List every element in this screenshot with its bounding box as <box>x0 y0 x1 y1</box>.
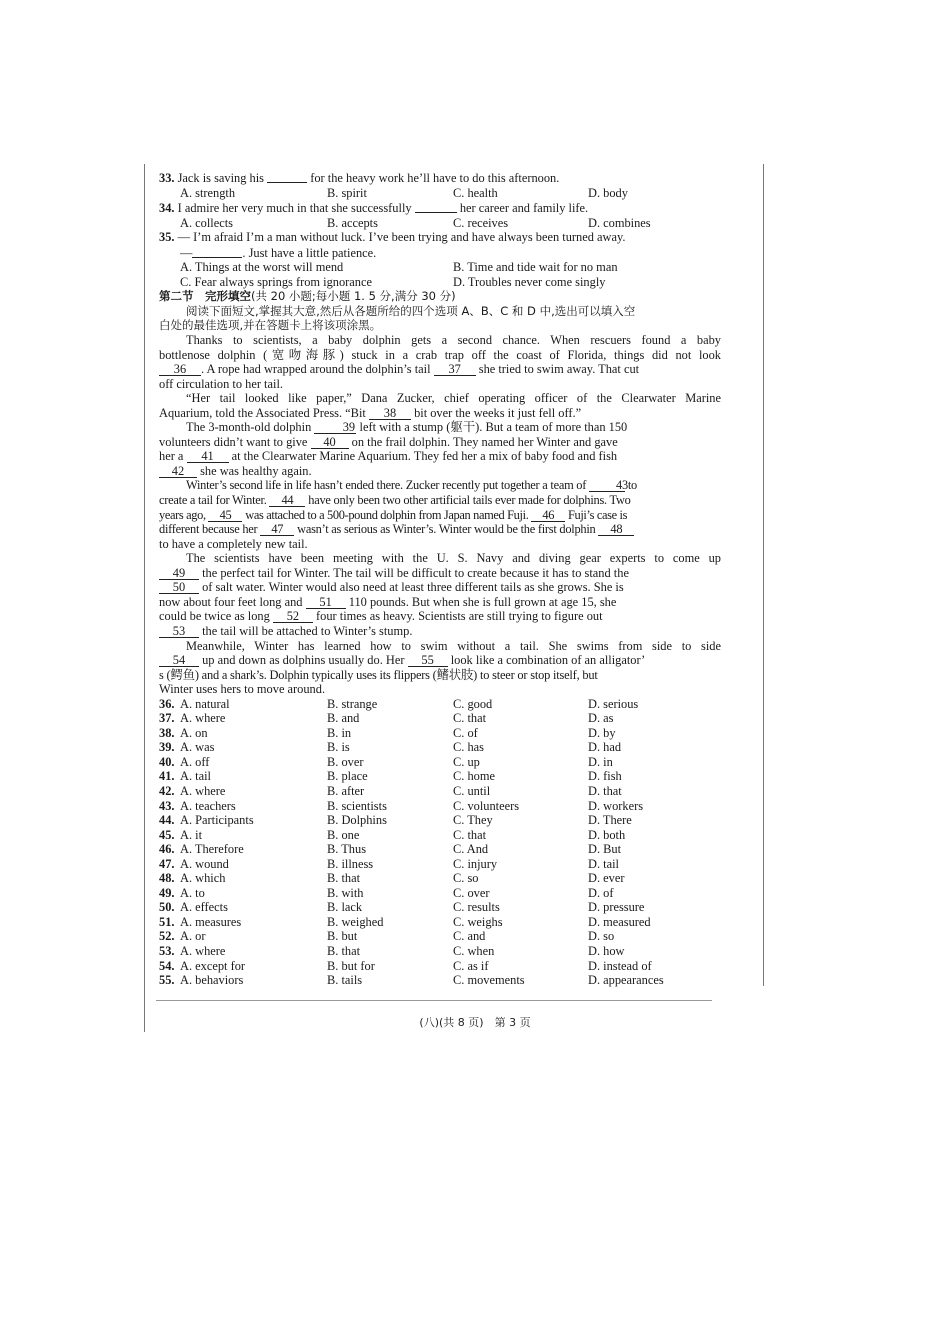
passage-line <box>159 624 721 639</box>
passage-text: to <box>627 478 637 493</box>
passage-line <box>159 362 721 377</box>
question-number: 49. <box>159 885 175 900</box>
answer-row <box>159 973 721 988</box>
option-a: A. where <box>180 783 226 798</box>
right-border-line <box>763 164 764 986</box>
question-number: 52. <box>159 929 175 944</box>
answer-options-list <box>159 697 721 988</box>
footer-divider <box>156 1000 712 1001</box>
option-d: D. had <box>588 740 622 755</box>
question-33 <box>159 170 721 186</box>
passage-text: volunteers didn’t want to give <box>159 434 308 449</box>
option-a: A. effects <box>180 900 228 915</box>
option-b: B. illness <box>327 856 374 871</box>
passage-line: bottlenose dolphin (宽吻海豚) stuck in a crab trap off the coast of Florida, things did not look <box>159 347 721 362</box>
answer-row <box>159 915 721 930</box>
passage-text: The 3-month-old dolphin <box>186 420 312 435</box>
option-c: C. Fear always springs from ignorance <box>180 274 373 289</box>
option-c: C. health <box>453 185 498 200</box>
answer-row <box>159 886 721 901</box>
option-d: D. fish <box>588 769 622 784</box>
blank-51: 51 <box>306 596 346 609</box>
question-text: — <box>180 245 193 260</box>
option-a: A. where <box>180 711 226 726</box>
passage-text: the perfect tail for Winter. The tail will be difficult to create because it has to stand the <box>202 565 629 580</box>
option-c: C. results <box>453 900 500 915</box>
option-a: A. teachers <box>180 798 236 813</box>
question-number: 41. <box>159 769 175 784</box>
passage-text: her a <box>159 449 184 464</box>
option-a: A. or <box>180 929 206 944</box>
option-b: B. is <box>327 740 350 755</box>
passage-text: years ago, <box>159 507 206 522</box>
question-number: 53. <box>159 943 175 958</box>
question-number: 50. <box>159 900 175 915</box>
passage-text: she was healthy again. <box>200 463 312 478</box>
question-number: 33. <box>159 171 175 185</box>
option-c: C. until <box>453 783 491 798</box>
option-a: A. wound <box>180 856 229 871</box>
blank-46: 46 <box>531 509 565 522</box>
answer-row <box>159 726 721 741</box>
option-d: D. There <box>588 813 632 828</box>
option-b: B. Dolphins <box>327 813 387 828</box>
question-35 <box>159 230 721 245</box>
option-a: A. on <box>180 725 208 740</box>
option-c: C. volunteers <box>453 798 520 813</box>
option-d: D. instead of <box>588 958 652 973</box>
option-b: B. but for <box>327 958 375 973</box>
passage-line <box>159 420 721 435</box>
blank-43: 43 <box>589 479 625 492</box>
answer-row <box>159 959 721 974</box>
option-d: D. appearances <box>588 973 664 988</box>
section-heading <box>159 289 721 304</box>
question-text: — I’m afraid I’m a man without luck. I’ve been trying and have always been turned away. <box>177 230 626 245</box>
passage-line <box>159 493 721 508</box>
option-c: C. and <box>453 929 486 944</box>
option-c: C. They <box>453 813 493 828</box>
option-b: B. after <box>327 783 365 798</box>
option-a: A. collects <box>180 215 233 230</box>
option-d: D. how <box>588 943 625 958</box>
option-c: C. home <box>453 769 495 784</box>
option-b: B. scientists <box>327 798 387 813</box>
passage-text: she tried to swim away. That cut <box>478 362 640 377</box>
option-d: D. pressure <box>588 900 645 915</box>
option-a: A. was <box>180 740 215 755</box>
option-b: B. Time and tide wait for no man <box>453 260 618 275</box>
blank-48: 48 <box>598 523 634 536</box>
passage-line: off circulation to her tail. <box>159 376 283 391</box>
blank-44: 44 <box>269 494 305 507</box>
option-d: D. in <box>588 754 613 769</box>
question-number: 44. <box>159 813 175 828</box>
blank-45: 45 <box>208 509 242 522</box>
question-number: 36. <box>159 696 175 711</box>
answer-blank <box>415 200 457 213</box>
option-d: D. of <box>588 885 614 900</box>
passage-text: of salt water. Winter would also need at least three different tails as she grows. She is <box>202 580 624 595</box>
passage-line: Meanwhile, Winter has learned how to swim without a tail. She swims from side to side <box>186 638 721 653</box>
option-b: B. accepts <box>327 215 378 230</box>
option-a: A. except for <box>180 958 246 973</box>
option-c: C. up <box>453 754 480 769</box>
option-d: D. that <box>588 783 622 798</box>
left-border-line <box>144 164 145 1032</box>
question-text: Jack is saving his <box>177 171 264 185</box>
option-c: C. over <box>453 885 490 900</box>
question-35-response <box>159 245 721 261</box>
option-d: D. serious <box>588 696 639 711</box>
blank-40: 40 <box>311 436 349 449</box>
option-b: B. Thus <box>327 842 367 857</box>
option-a: A. Things at the worst will mend <box>180 260 344 275</box>
answer-row <box>159 813 721 828</box>
option-a: A. where <box>180 943 226 958</box>
passage-text: have only been two other artificial tails ever made for dolphins. Two <box>308 493 631 508</box>
answer-row <box>159 799 721 814</box>
option-a: A. tail <box>180 769 211 784</box>
page-footer: (八)(共 8 页) 第 3 页 <box>419 1016 531 1029</box>
option-c: C. And <box>453 842 489 857</box>
option-b: B. lack <box>327 900 363 915</box>
passage-line <box>159 522 721 537</box>
option-b: B. tails <box>327 973 363 988</box>
option-b: B. in <box>327 725 352 740</box>
option-a: A. to <box>180 885 205 900</box>
option-c: C. so <box>453 871 479 886</box>
option-d: D. by <box>588 725 616 740</box>
answer-row <box>159 929 721 944</box>
question-number: 47. <box>159 856 175 871</box>
blank-49: 49 <box>159 567 199 580</box>
question-35-options-row2 <box>159 275 721 290</box>
passage-text: 110 pounds. But when she is full grown at age 15, she <box>348 594 617 609</box>
passage-line: “Her tail looked like paper,” Dana Zucker, chief operating officer of the Clearwater Marine <box>186 391 721 406</box>
passage-line: to have a completely new tail. <box>159 536 308 551</box>
option-c: C. good <box>453 696 493 711</box>
question-number: 39. <box>159 740 175 755</box>
passage-line <box>159 435 721 450</box>
question-number: 42. <box>159 783 175 798</box>
passage-line <box>159 464 721 479</box>
passage-line <box>159 449 721 464</box>
question-text: for the heavy work he’ll have to do this afternoon. <box>310 171 560 185</box>
passage-text: at the Clearwater Marine Aquarium. They fed her a mix of baby food and fish <box>231 449 618 464</box>
passage-text: look like a combination of an alligator’ <box>450 653 646 668</box>
passage-text: different because her <box>159 522 258 537</box>
passage-text: bit over the weeks it just fell off.” <box>414 405 582 420</box>
passage-line <box>159 609 721 624</box>
section-note: (共 20 小题;每小题 1. 5 分,满分 30 分) <box>251 289 456 304</box>
passage-text: on the frail dolphin. They named her Winter and gave <box>351 434 618 449</box>
option-d: D. tail <box>588 856 619 871</box>
section-instructions: 阅读下面短文,掌握其大意,然后从各题所给的四个选项 A、B、C 和 D 中,选出可以填入空 <box>186 303 636 318</box>
passage-text: now about four feet long and <box>159 594 303 609</box>
answer-row <box>159 697 721 712</box>
passage-line <box>159 406 721 421</box>
option-a: A. measures <box>180 914 242 929</box>
answer-row <box>159 755 721 770</box>
blank-38: 38 <box>369 407 411 420</box>
blank-47: 47 <box>260 523 294 536</box>
blank-55: 55 <box>408 654 448 667</box>
option-c: C. receives <box>453 215 509 230</box>
answer-row <box>159 900 721 915</box>
option-a: A. which <box>180 871 226 886</box>
blank-53: 53 <box>159 625 199 638</box>
question-33-options <box>159 186 721 201</box>
passage-text: was attached to a 500-pound dolphin from Japan named Fuji. <box>245 507 529 522</box>
option-a: A. natural <box>180 696 230 711</box>
passage-line <box>159 508 721 523</box>
question-34 <box>159 200 721 216</box>
question-number: 48. <box>159 871 175 886</box>
option-c: C. that <box>453 711 487 726</box>
passage-text: left with a stump (躯干). But a team of more than 150 <box>359 420 628 435</box>
question-number: 46. <box>159 842 175 857</box>
option-b: B. with <box>327 885 364 900</box>
option-a: A. off <box>180 754 210 769</box>
question-number: 40. <box>159 754 175 769</box>
answer-row <box>159 740 721 755</box>
option-a: A. Therefore <box>180 842 244 857</box>
passage-text: the tail will be attached to Winter’s stump. <box>202 623 413 638</box>
option-d: D. both <box>588 827 626 842</box>
option-b: B. that <box>327 943 361 958</box>
option-a: A. strength <box>180 185 236 200</box>
passage-line: The scientists have been meeting with the U. S. Navy and diving gear experts to come up <box>186 551 721 566</box>
option-c: C. movements <box>453 973 525 988</box>
question-number: 54. <box>159 958 175 973</box>
passage-text: could be twice as long <box>159 609 270 624</box>
passage-line <box>159 478 721 493</box>
answer-blank <box>267 170 307 183</box>
answer-blank <box>192 245 242 258</box>
option-d: D. measured <box>588 914 651 929</box>
option-d: D. ever <box>588 871 625 886</box>
option-c: C. that <box>453 827 487 842</box>
question-number: 38. <box>159 725 175 740</box>
passage-text: Winter’s second life in life hasn’t ended there. Zucker recently put together a team of <box>186 478 587 493</box>
question-text: I admire her very much in that she successfully <box>177 201 412 216</box>
option-a: A. it <box>180 827 203 842</box>
option-b: B. that <box>327 871 361 886</box>
answer-row <box>159 828 721 843</box>
question-text: her career and family life. <box>459 201 589 216</box>
question-number: 43. <box>159 798 175 813</box>
cloze-passage <box>159 333 721 697</box>
option-b: B. strange <box>327 696 378 711</box>
answer-row <box>159 769 721 784</box>
blank-39: 39 <box>314 421 356 434</box>
answer-row <box>159 857 721 872</box>
answer-row <box>159 871 721 886</box>
option-a: A. behaviors <box>180 973 244 988</box>
passage-text: . A rope had wrapped around the dolphin’s tail <box>201 362 431 377</box>
question-number: 55. <box>159 973 175 988</box>
option-d: D. body <box>588 185 628 200</box>
option-d: D. workers <box>588 798 644 813</box>
option-b: B. but <box>327 929 358 944</box>
section-instructions: 白处的最佳选项,并在答题卡上将该项涂黑。 <box>159 318 382 333</box>
answer-row <box>159 842 721 857</box>
option-c: C. of <box>453 725 478 740</box>
passage-line <box>159 580 721 595</box>
option-c: C. injury <box>453 856 498 871</box>
question-35-options-row1 <box>159 260 721 275</box>
answer-row <box>159 711 721 726</box>
exam-page-content <box>159 170 721 988</box>
question-number: 45. <box>159 827 175 842</box>
blank-42: 42 <box>159 465 197 478</box>
passage-line: Thanks to scientists, a baby dolphin gets a second chance. When rescuers found a baby <box>186 333 721 348</box>
option-d: D. Troubles never come singly <box>453 274 606 289</box>
passage-text: wasn’t as serious as Winter’s. Winter would be the first dolphin <box>297 522 596 537</box>
blank-41: 41 <box>187 450 229 463</box>
section-title: 第二节 完形填空 <box>159 289 251 304</box>
option-b: B. spirit <box>327 185 367 200</box>
question-number: 37. <box>159 711 175 726</box>
passage-line <box>159 595 721 610</box>
blank-54: 54 <box>159 654 199 667</box>
option-b: B. and <box>327 711 360 726</box>
option-b: B. weighed <box>327 914 384 929</box>
question-number: 34. <box>159 201 175 216</box>
passage-line: s (鳄鱼) and a shark’s. Dolphin typically uses its flippers (鳍状肢) to steer or stop itself, but <box>159 667 598 682</box>
question-text: . Just have a little patience. <box>242 245 377 260</box>
option-d: D. combines <box>588 215 651 230</box>
option-c: C. has <box>453 740 484 755</box>
option-b: B. one <box>327 827 360 842</box>
question-number: 35. <box>159 230 175 245</box>
passage-text: four times as heavy. Scientists are still trying to figure out <box>316 609 603 624</box>
passage-line <box>159 566 721 581</box>
option-d: D. But <box>588 842 622 857</box>
question-number: 51. <box>159 914 175 929</box>
option-c: C. when <box>453 943 495 958</box>
option-d: D. as <box>588 711 614 726</box>
passage-text: Fuji’s case is <box>567 507 628 522</box>
passage-text: Aquarium, told the Associated Press. “Bit <box>159 405 366 420</box>
blank-50: 50 <box>159 581 199 594</box>
option-d: D. so <box>588 929 615 944</box>
passage-text: up and down as dolphins usually do. Her <box>202 653 405 668</box>
option-b: B. over <box>327 754 364 769</box>
blank-52: 52 <box>273 610 313 623</box>
answer-row <box>159 944 721 959</box>
option-c: C. as if <box>453 958 489 973</box>
blank-37: 37 <box>434 363 476 376</box>
option-b: B. place <box>327 769 368 784</box>
question-34-options <box>159 216 721 231</box>
option-c: C. weighs <box>453 914 503 929</box>
passage-line <box>159 653 721 668</box>
answer-row <box>159 784 721 799</box>
blank-36: 36 <box>159 363 201 376</box>
passage-text: create a tail for Winter. <box>159 493 267 508</box>
option-a: A. Participants <box>180 813 254 828</box>
passage-line: Winter uses hers to move around. <box>159 682 326 697</box>
